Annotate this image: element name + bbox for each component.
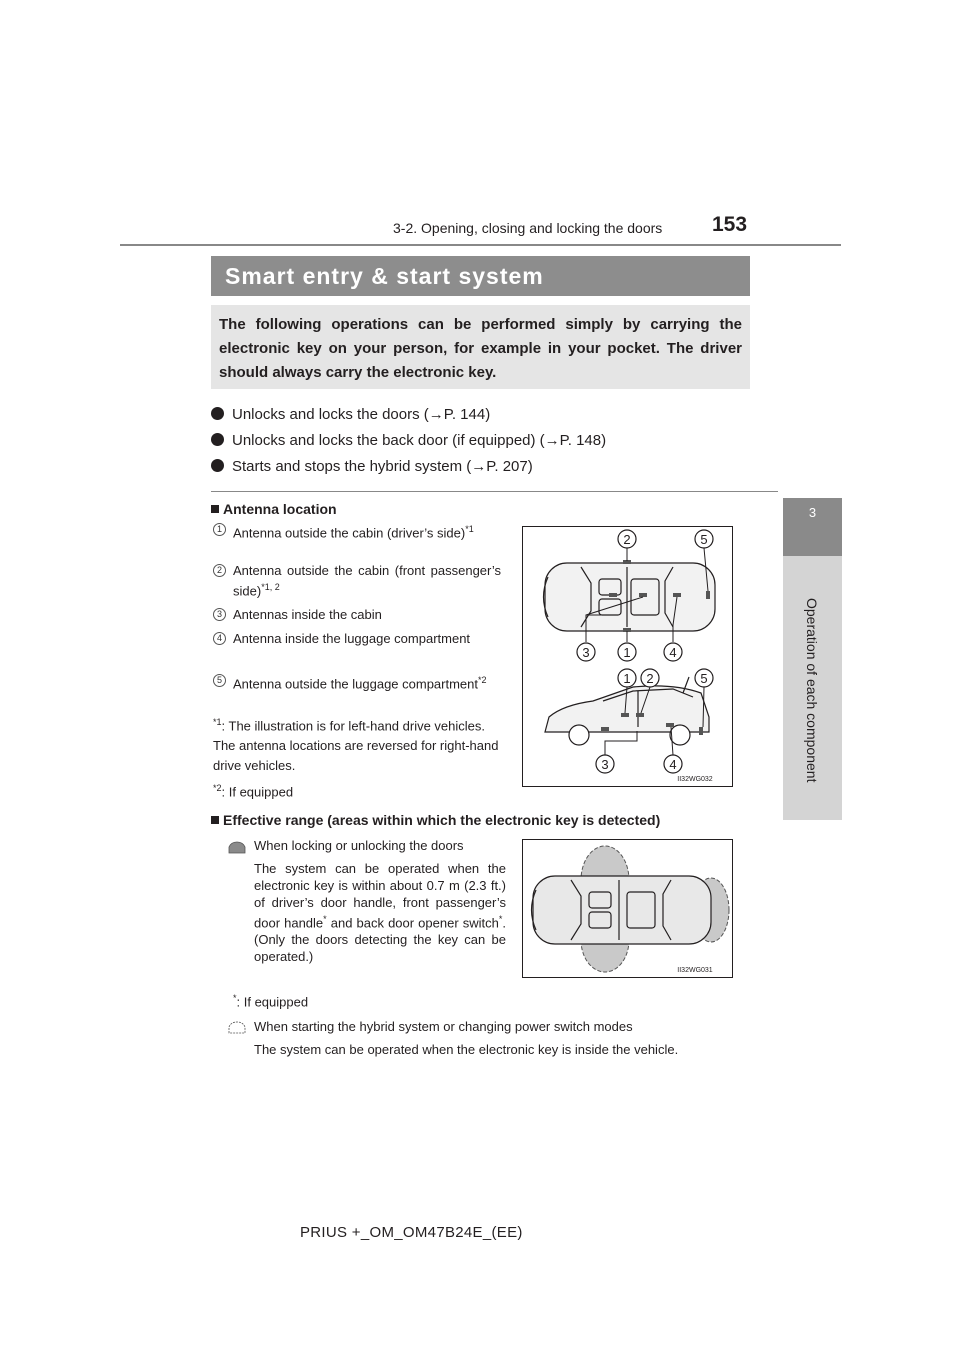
bullet-icon — [211, 407, 224, 420]
footnote: *: If equipped — [233, 993, 309, 1010]
page-reference[interactable]: P. 148 — [559, 432, 602, 449]
start-description: The system can be operated when the electronic key is inside the vehicle. — [254, 1042, 679, 1057]
square-bullet-icon — [211, 505, 219, 513]
bullet-item: Starts and stops the hybrid system (→P. 207) — [211, 458, 533, 475]
start-heading: When starting the hybrid system or changing power switch modes — [254, 1019, 633, 1034]
callout-number: 3 — [213, 608, 226, 621]
bullet-icon — [211, 459, 224, 472]
callout-number: 5 — [213, 674, 226, 687]
arrow-icon: → — [544, 432, 560, 449]
range-illustration — [523, 840, 732, 977]
car-key-icon — [227, 840, 247, 856]
footnote: $^{*2}$: If equipped — [213, 783, 294, 800]
antenna-item: Antenna outside the cabin (driver’s side)$^{*1}$ — [233, 524, 474, 541]
callout-label: 5 — [700, 532, 708, 547]
callout-label: 4 — [669, 645, 677, 660]
callout-number: 1 — [213, 523, 226, 536]
antenna-item: Antennas inside the cabin — [233, 607, 382, 622]
page-title: Smart entry & start system — [211, 256, 750, 296]
figure-code: II32WG031 — [677, 967, 713, 974]
antenna-heading: Antenna location — [211, 501, 337, 517]
antenna-figure — [522, 526, 733, 787]
callout-label: 5 — [700, 671, 708, 686]
antenna-item: Antenna inside the luggage compartment — [233, 631, 471, 646]
car-key-icon — [227, 1020, 247, 1036]
square-bullet-icon — [211, 816, 219, 824]
page-reference[interactable]: P. 207 — [486, 458, 528, 475]
footnote: $^{*1}$: The illustration is for left-hand drive vehicles. The antenna locations are reversed for right-hand drive vehicles. — [213, 717, 499, 774]
callout-number: 2 — [213, 564, 226, 577]
chapter-label: Operation of each component — [804, 597, 820, 783]
callout-label: 1 — [623, 645, 631, 660]
callout-label: 2 — [646, 671, 654, 686]
callout-label: 4 — [669, 757, 677, 772]
section-title: 3-2. Opening, closing and locking the doors — [393, 220, 663, 236]
lock-description: The system can be operated when the electronic key is within about 0.7 m (2.3 ft.) of driver’s door handle, front passenger’s door handle* and back door opener switch*. (Only the doors detecting the key can be operated.) — [254, 861, 507, 965]
figure-code: II32WG032 — [677, 776, 713, 783]
callout-label: 3 — [582, 645, 590, 660]
callout-number: 4 — [213, 632, 226, 645]
antenna-item: Antenna outside the luggage compartment$^{*2}$ — [233, 675, 487, 692]
arrow-icon: → — [428, 406, 444, 423]
chapter-number: 3 — [808, 505, 817, 520]
section-divider — [211, 491, 778, 492]
antenna-illustration — [523, 527, 732, 786]
arrow-icon: → — [471, 458, 487, 475]
bullet-item: Unlocks and locks the back door (if equipped) (→P. 148) — [211, 432, 606, 449]
bullet-item: Unlocks and locks the doors (→P. 144) — [211, 406, 490, 423]
antenna-item: Antenna outside the cabin (front passenger’s side)$^{*1, 2}$ — [233, 563, 501, 599]
page-number: 153 — [712, 213, 748, 236]
lock-heading: When locking or unlocking the doors — [254, 838, 464, 853]
callout-label: 1 — [623, 671, 631, 686]
header-divider — [120, 244, 841, 246]
callout-label: 3 — [601, 757, 609, 772]
range-heading: Effective range (areas within which the electronic key is detected) — [211, 812, 660, 828]
range-figure — [522, 839, 733, 978]
intro-box: The following operations can be performed simply by carrying the electronic key on your person, for example in your pocket. The driver should always carry the electronic key. — [211, 305, 750, 389]
document-code: PRIUS +_OM_OM47B24E_(EE) — [300, 1224, 523, 1241]
callout-label: 2 — [623, 532, 631, 547]
page-reference[interactable]: P. 144 — [443, 406, 486, 423]
bullet-icon — [211, 433, 224, 446]
